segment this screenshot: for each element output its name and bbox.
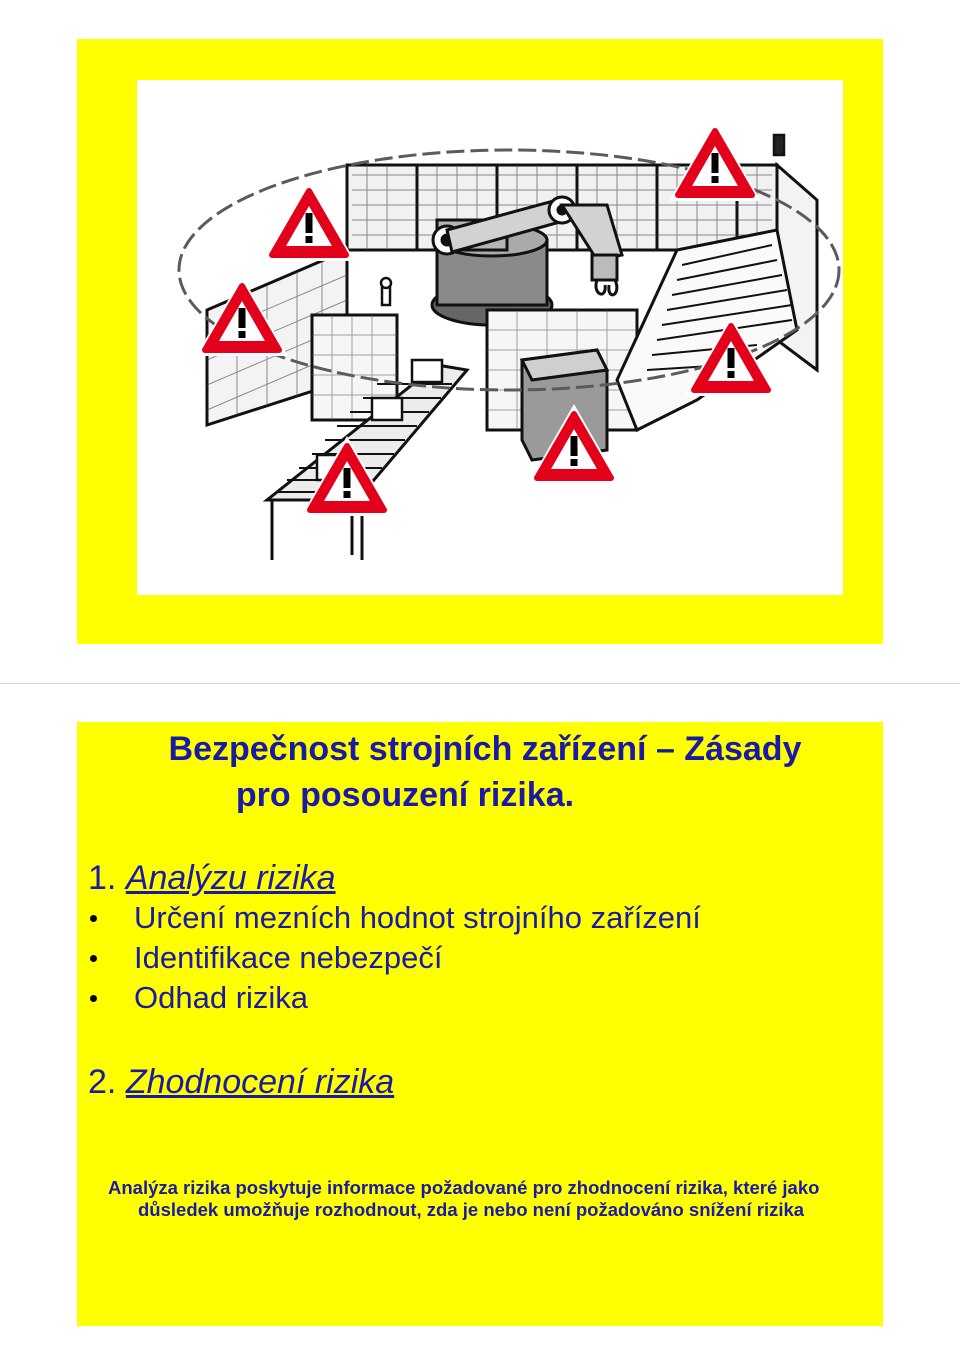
robot-cell-illustration [137, 80, 843, 595]
section-1-number: 1. [88, 859, 117, 897]
warning-icon [263, 181, 355, 261]
list-item [88, 978, 701, 1018]
section-1-label: Analýzu rizika [125, 859, 336, 897]
section-2-label: Zhodnocení rizika [125, 1063, 395, 1101]
bullet-icon [90, 955, 97, 962]
bullet-icon [90, 915, 97, 922]
section-2-number: 2. [88, 1063, 117, 1101]
explanatory-note: Analýza rizika poskytuje informace požadované pro zhodnocení rizika, které jako důsledek umožňuje rozhodnout, zda je nebo není požadováno snížení rizika [108, 1177, 820, 1220]
section-2-heading [88, 1062, 394, 1102]
title-line-1: Bezpečnost strojních zařízení – Zásady [168, 730, 802, 768]
list-item-text: Určení mezních hodnot strojního zařízení [134, 900, 701, 935]
list-item [88, 938, 701, 978]
list-item-text: Identifikace nebezpečí [134, 940, 443, 975]
bullet-icon [90, 995, 97, 1002]
warning-icon [669, 121, 761, 201]
slide-title [77, 726, 883, 818]
right-conveyor [617, 230, 797, 430]
section-1-heading [88, 858, 336, 898]
list-item [88, 898, 701, 938]
bullet-list [88, 898, 701, 1018]
list-item-text: Odhad rizika [134, 980, 309, 1015]
title-line-2: pro posouzení rizika. [235, 776, 575, 814]
